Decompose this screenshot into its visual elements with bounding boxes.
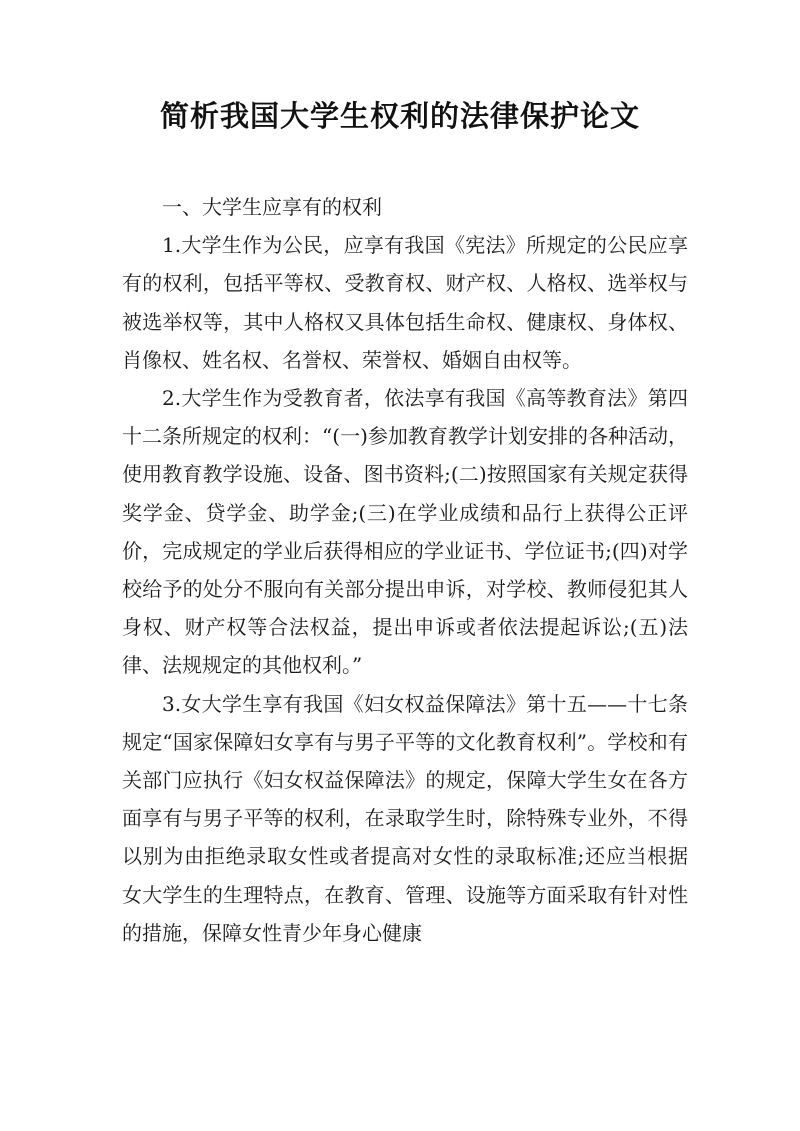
document-title: 简析我国大学生权利的法律保护论文 xyxy=(159,99,640,133)
paragraph-2: 2.大学生作为受教育者，依法享有我国《高等教育法》第四十二条所规定的权利：“(一)参加教育教学计划安排的各种活动，使用教育教学设施、设备、图书资料;(二)按照国家有关规定获得奖学金、贷学金、助学金;(三)在学业成绩和品行上获得公正评价，完成规定的学业后获得相应的学业证书、学位证书;(四)对学校给予的处分不服向有关部分提出申诉，对学校、教师侵犯其人身权、财产权等合法权益，提出申诉或者依法提起诉讼;(五)法律、法规规定的其他权利。” xyxy=(122,386,688,678)
document-body xyxy=(122,188,688,952)
section-heading: 一、大学生应享有的权利 xyxy=(162,195,382,219)
paragraph-1: 1.大学生作为公民，应享有我国《宪法》所规定的公民应享有的权利，包括平等权、受教育权、财产权、人格权、选举权与被选举权等，其中人格权又具体包括生命权、健康权、身体权、肖像权、姓名权、名誉权、荣誉权、婚姻自由权等。 xyxy=(122,233,688,372)
paragraph-3: 3.女大学生享有我国《妇女权益保障法》第十五——十七条规定“国家保障妇女享有与男子平等的文化教育权利”。学校和有关部门应执行《妇女权益保障法》的规定，保障大学生女在各方面享有与男子平等的权利，在录取学生时，除特殊专业外，不得以别为由拒绝录取女性或者提高对女性的录取标准;还应当根据女大学生的生理特点，在教育、管理、设施等方面采取有针对性的措施，保障女性青少年身心健康 xyxy=(122,691,688,945)
